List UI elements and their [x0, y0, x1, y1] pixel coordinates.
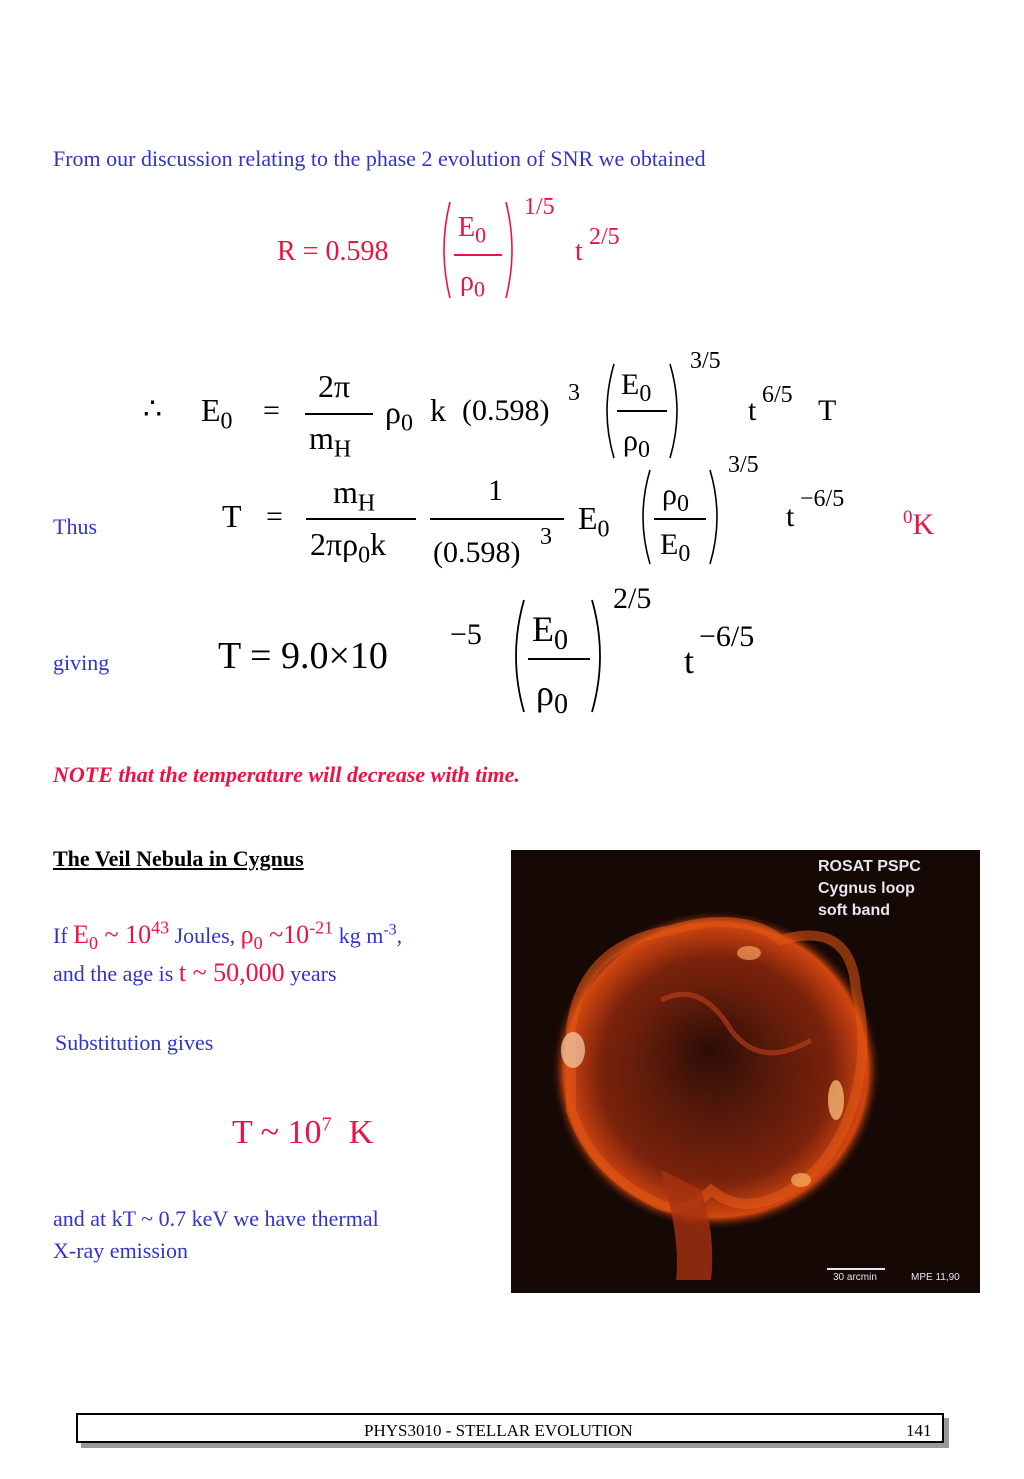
eq2-frac-bar2	[617, 410, 667, 412]
image-scale-label: 30 arcmin	[833, 1272, 877, 1283]
eq4-frac-denominator: $\rho_0$	[536, 673, 568, 721]
eq2-frac-numerator: $E_0$	[621, 368, 652, 407]
eq2-t-exponent: 6/5	[762, 382, 793, 408]
eq4-t-exponent: −6/5	[699, 620, 755, 653]
eq1-lhs: R = 0.598	[277, 236, 389, 267]
image-label-band: soft band	[818, 902, 890, 919]
eq4-exponent: 2/5	[613, 582, 652, 615]
eq4-fraction-bar	[528, 658, 590, 660]
eq2-numerator: 2π	[318, 368, 351, 404]
thermal-line-2: X-ray emission	[53, 1238, 189, 1263]
eq4-right-paren	[590, 598, 610, 714]
eq4-left-paren	[506, 598, 526, 714]
age-line: and the age is t ~ 50,000 years	[53, 958, 337, 987]
footer-page-number: 141	[906, 1421, 932, 1440]
eq3-frac-numerator: $\rho_0$	[662, 478, 689, 517]
veil-nebula-image	[511, 850, 980, 1293]
eq1-numerator: $E_0$	[458, 212, 487, 248]
result-equation: T ~ $10^7$ K	[232, 1113, 374, 1151]
eq3-equals: =	[266, 500, 283, 533]
eq3-num2: 1	[488, 474, 503, 507]
eq2-left-paren	[598, 362, 616, 460]
eq3-den2: (0.598)	[433, 536, 521, 569]
eq3-den2-exponent: 3	[540, 524, 552, 550]
section-title: The Veil Nebula in Cygnus	[53, 846, 304, 871]
image-label-instrument: ROSAT PSPC	[818, 858, 921, 875]
eq3-left-paren	[634, 468, 652, 566]
eq2-E0: $E_0$	[201, 392, 233, 435]
image-label-object: Cygnus loop	[818, 880, 915, 897]
eq3-den1: $2\pi\rho_0k$	[310, 526, 387, 569]
eq4-lhs-exponent: −5	[450, 618, 482, 651]
eq1-denominator: $\rho_0$	[460, 266, 485, 302]
thus-label: Thus	[53, 514, 97, 539]
eq3-fraction-bar1	[306, 518, 416, 520]
eq3-fraction-bar2	[430, 518, 564, 520]
eq2-k: k	[430, 392, 446, 428]
page-footer	[76, 1413, 944, 1443]
substitution-text: Substitution gives	[55, 1030, 214, 1055]
eq1-left-paren	[436, 200, 452, 300]
eq2-t: t	[748, 394, 757, 427]
eq1-t: t	[575, 236, 583, 267]
eq3-frac-denominator: $E_0$	[660, 528, 691, 567]
eq1-exponent: 1/5	[524, 194, 555, 220]
eq4-lhs: T = 9.0×10	[218, 635, 388, 677]
eq3-t-exponent: −6/5	[800, 486, 845, 512]
therefore-symbol: ∴	[143, 393, 163, 426]
eq2-fraction-bar	[305, 413, 373, 415]
parameters-line: If $E_0$ ~ $10^{43}$ Joules, $\rho_0$ $\sim 10^{-21}$ kg $m^{-3}$,	[53, 917, 403, 954]
eq1-fraction-bar	[454, 254, 502, 256]
note-text: NOTE that the temperature will decrease with time.	[53, 762, 520, 787]
eq3-E0: $E_0$	[578, 500, 610, 543]
eq2-denominator: $m_H$	[309, 420, 352, 463]
eq2-right-paren	[668, 362, 686, 460]
giving-label: giving	[53, 650, 110, 675]
eq2-coef-exponent: 3	[568, 380, 580, 406]
eq4-t: t	[684, 641, 695, 681]
eq1-t-exponent: 2/5	[589, 224, 620, 250]
eq3-right-paren	[708, 468, 726, 566]
eq2-exponent: 3/5	[690, 348, 721, 374]
eq3-T: T	[222, 498, 242, 534]
eq3-exponent: 3/5	[728, 452, 759, 478]
thermal-line-1: and at kT ~ 0.7 keV we have thermal	[53, 1206, 379, 1231]
eq2-equals: =	[263, 394, 280, 427]
eq2-rho0: $\rho_0$	[385, 394, 413, 437]
eq4-frac-numerator: $E_0$	[532, 609, 568, 657]
image-credit: MPE 11,90	[911, 1272, 960, 1283]
eq1-right-paren	[504, 200, 520, 300]
eq2-coefficient: (0.598)	[462, 394, 550, 427]
nebula-graphic	[511, 850, 980, 1293]
eq2-frac-denominator: $\rho_0$	[623, 424, 650, 463]
footer-course: PHYS3010 - STELLAR EVOLUTION	[364, 1421, 633, 1440]
eq3-frac-bar3	[654, 518, 706, 520]
intro-text: From our discussion relating to the phase 2 evolution of SNR we obtained	[53, 146, 706, 171]
eq2-T: T	[818, 394, 837, 427]
eq3-t: t	[786, 500, 795, 533]
eq3-unit: $^0$K	[903, 507, 935, 541]
eq3-num1: $m_H$	[333, 474, 376, 517]
